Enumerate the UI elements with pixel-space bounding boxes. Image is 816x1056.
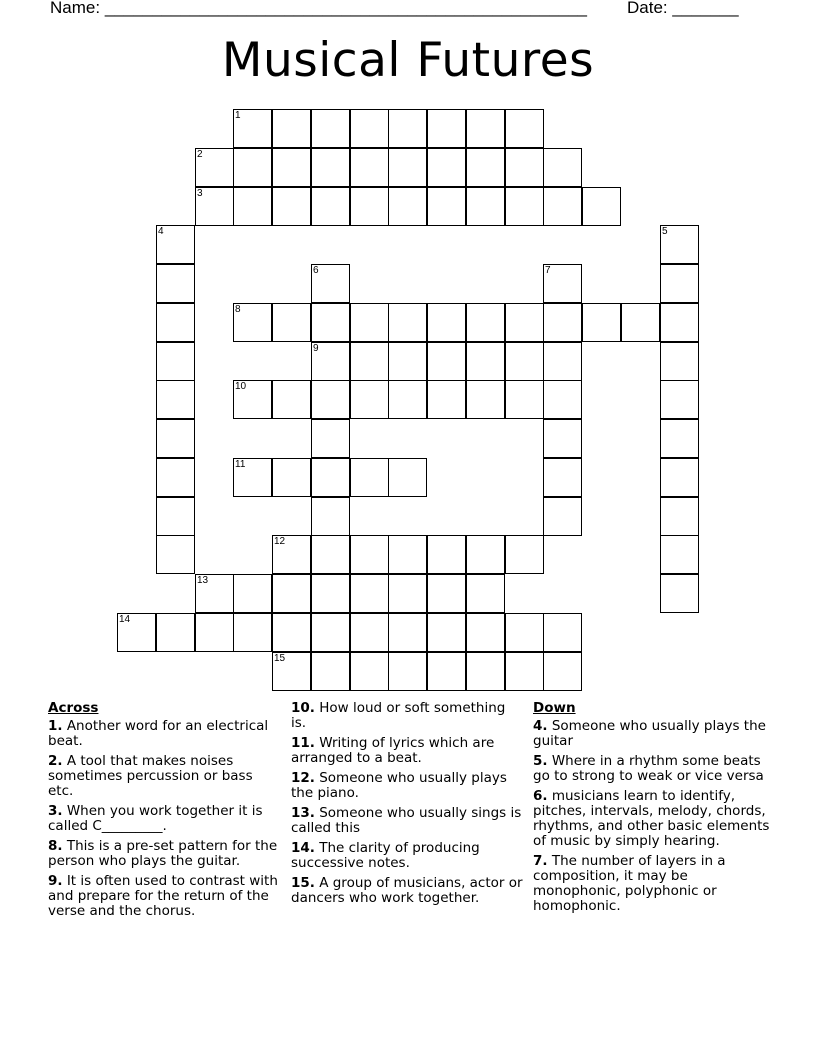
page-title: Musical Futures (221, 33, 595, 88)
grid-cell[interactable] (272, 613, 311, 652)
grid-cell[interactable] (505, 652, 544, 691)
clue-num: 13. (291, 805, 315, 821)
grid-cell[interactable] (505, 342, 544, 381)
grid-cell[interactable] (233, 613, 272, 652)
grid-cell[interactable] (543, 303, 582, 342)
clue-num: 14. (291, 840, 315, 856)
grid-cell[interactable] (156, 535, 195, 574)
clue-text: Someone who usually plays the guitar (533, 718, 766, 749)
grid-cell[interactable] (543, 497, 582, 536)
grid-cell[interactable] (311, 380, 350, 419)
grid-cell[interactable] (427, 342, 466, 381)
clue-text: Where in a rhythm some beats go to strong to weak or vice versa (533, 753, 764, 784)
grid-cell[interactable] (272, 380, 311, 419)
down-clue (533, 789, 773, 849)
grid-cell[interactable] (660, 225, 699, 264)
grid-cell[interactable] (427, 148, 466, 187)
grid-cell[interactable] (543, 342, 582, 381)
clue-num: 15. (291, 875, 315, 891)
grid-cell[interactable] (233, 187, 272, 226)
grid-cell[interactable] (388, 458, 427, 497)
grid-cell[interactable] (311, 613, 350, 652)
grid-cell[interactable] (350, 109, 389, 148)
grid-cell[interactable] (466, 342, 505, 381)
grid-cell[interactable] (543, 187, 582, 226)
clue-text: When you work together it is called C_________. (48, 803, 263, 834)
grid-cell[interactable] (427, 535, 466, 574)
grid-cell[interactable] (427, 613, 466, 652)
grid-cell[interactable] (543, 652, 582, 691)
grid-cell[interactable] (156, 419, 195, 458)
across-clue (291, 876, 523, 906)
grid-cell[interactable] (660, 342, 699, 381)
clue-number: 7 (545, 265, 551, 276)
grid-cell[interactable] (388, 380, 427, 419)
grid-cell[interactable] (505, 303, 544, 342)
grid-cell[interactable] (311, 109, 350, 148)
grid-cell[interactable] (233, 303, 272, 342)
grid-cell[interactable] (233, 109, 272, 148)
clue-number: 9 (313, 343, 319, 354)
grid-cell[interactable] (505, 380, 544, 419)
grid-cell[interactable] (660, 497, 699, 536)
grid-cell[interactable] (195, 187, 234, 226)
grid-cell[interactable] (350, 380, 389, 419)
grid-cell[interactable] (388, 148, 427, 187)
grid-cell[interactable] (388, 109, 427, 148)
clue-text: A tool that makes noises sometimes percussion or bass etc. (48, 753, 253, 799)
across-clue (291, 841, 523, 871)
down-clues (533, 701, 773, 919)
grid-cell[interactable] (195, 613, 234, 652)
clue-num: 2. (48, 753, 63, 769)
clue-text: It is often used to contrast with and prepare for the return of the verse and the chorus. (48, 873, 278, 919)
clue-num: 6. (533, 788, 548, 804)
grid-cell[interactable] (233, 148, 272, 187)
grid-cell[interactable] (272, 535, 311, 574)
across-clue (48, 839, 280, 869)
grid-cell[interactable] (272, 574, 311, 613)
grid-cell[interactable] (311, 535, 350, 574)
grid-cell[interactable] (388, 652, 427, 691)
grid-cell[interactable] (505, 535, 544, 574)
grid-cell[interactable] (660, 419, 699, 458)
grid-cell[interactable] (466, 574, 505, 613)
clue-text: The number of layers in a composition, it may be monophonic, polyphonic or homophonic. (533, 853, 726, 914)
grid-cell[interactable] (350, 652, 389, 691)
grid-cell[interactable] (156, 380, 195, 419)
grid-cell[interactable] (660, 535, 699, 574)
grid-cell[interactable] (311, 342, 350, 381)
grid-cell[interactable] (427, 303, 466, 342)
grid-cell[interactable] (543, 458, 582, 497)
clue-text: Someone who usually plays the piano. (291, 770, 507, 801)
grid-cell[interactable] (350, 303, 389, 342)
grid-cell[interactable] (466, 187, 505, 226)
grid-cell[interactable] (427, 187, 466, 226)
grid-cell[interactable] (388, 535, 427, 574)
clue-number: 3 (197, 188, 203, 199)
clue-number: 6 (313, 265, 319, 276)
grid-cell[interactable] (272, 187, 311, 226)
grid-cell[interactable] (388, 342, 427, 381)
grid-cell[interactable] (156, 342, 195, 381)
grid-cell[interactable] (156, 458, 195, 497)
clue-text: Writing of lyrics which are arranged to a beat. (291, 735, 495, 766)
grid-cell[interactable] (388, 613, 427, 652)
grid-cell[interactable] (233, 458, 272, 497)
grid-cell[interactable] (505, 109, 544, 148)
grid-cell[interactable] (311, 419, 350, 458)
grid-cell[interactable] (156, 613, 195, 652)
clue-number: 8 (235, 304, 241, 315)
clue-num: 7. (533, 853, 548, 869)
grid-cell[interactable] (505, 148, 544, 187)
grid-cell[interactable] (388, 303, 427, 342)
down-clue (533, 854, 773, 914)
across-clue (48, 754, 280, 799)
clue-num: 10. (291, 700, 315, 716)
across-clue (291, 771, 523, 801)
grid-cell[interactable] (466, 303, 505, 342)
grid-cell[interactable] (466, 613, 505, 652)
clue-text: musicians learn to identify, pitches, intervals, melody, chords, rhythms, and other basic elements of music by simply hearing. (533, 788, 770, 849)
grid-cell[interactable] (466, 380, 505, 419)
across-clue (48, 804, 280, 834)
clue-number: 13 (197, 575, 209, 586)
across-clue (48, 719, 280, 749)
grid-cell[interactable] (311, 187, 350, 226)
grid-cell[interactable] (311, 458, 350, 497)
grid-cell[interactable] (311, 574, 350, 613)
across-clue (48, 874, 280, 919)
across-clue (291, 736, 523, 766)
across-clue (291, 806, 523, 836)
grid-cell[interactable] (543, 148, 582, 187)
grid-cell[interactable] (427, 652, 466, 691)
grid-cell[interactable] (505, 187, 544, 226)
clue-text: How loud or soft something is. (291, 700, 506, 731)
clue-number: 12 (274, 536, 286, 547)
grid-cell[interactable] (543, 380, 582, 419)
clue-text: The clarity of producing successive notes. (291, 840, 480, 871)
grid-cell[interactable] (350, 148, 389, 187)
name-label: Name: (50, 0, 101, 17)
clue-text: This is a pre-set pattern for the person who plays the guitar. (48, 838, 278, 869)
grid-cell[interactable] (350, 574, 389, 613)
grid-cell[interactable] (156, 225, 195, 264)
clue-text: A group of musicians, actor or dancers who work together. (291, 875, 523, 906)
grid-cell[interactable] (272, 109, 311, 148)
grid-cell[interactable] (466, 109, 505, 148)
grid-cell[interactable] (388, 574, 427, 613)
grid-cell[interactable] (543, 264, 582, 303)
clue-text: Someone who usually sings is called this (291, 805, 522, 836)
clue-number: 4 (158, 226, 164, 237)
clue-num: 1. (48, 718, 63, 734)
grid-cell[interactable] (311, 652, 350, 691)
clue-number: 15 (274, 653, 286, 664)
clue-number: 14 (119, 614, 131, 625)
grid-cell[interactable] (195, 574, 234, 613)
grid-cell[interactable] (156, 264, 195, 303)
clue-number: 10 (235, 381, 247, 392)
clue-number: 2 (197, 149, 203, 160)
clue-num: 3. (48, 803, 63, 819)
grid-cell[interactable] (272, 652, 311, 691)
grid-cell[interactable] (466, 148, 505, 187)
date-label: Date: (627, 0, 668, 17)
grid-cell[interactable] (660, 458, 699, 497)
grid-cell[interactable] (350, 535, 389, 574)
grid-cell[interactable] (350, 342, 389, 381)
clue-num: 11. (291, 735, 315, 751)
grid-cell[interactable] (311, 303, 350, 342)
grid-cell[interactable] (427, 109, 466, 148)
grid-cell[interactable] (621, 303, 660, 342)
across-heading: Across (48, 700, 99, 716)
grid-cell[interactable] (350, 458, 389, 497)
clue-num: 5. (533, 753, 548, 769)
grid-cell[interactable] (543, 419, 582, 458)
grid-cell[interactable] (582, 303, 621, 342)
clue-text: Another word for an electrical beat. (48, 718, 269, 749)
grid-cell[interactable] (660, 574, 699, 613)
grid-cell[interactable] (156, 497, 195, 536)
grid-cell[interactable] (195, 148, 234, 187)
grid-cell[interactable] (427, 574, 466, 613)
down-heading: Down (533, 700, 576, 716)
grid-cell[interactable] (350, 187, 389, 226)
grid-cell[interactable] (311, 148, 350, 187)
grid-cell[interactable] (427, 380, 466, 419)
grid-cell[interactable] (660, 264, 699, 303)
clue-number: 1 (235, 110, 241, 121)
grid-cell[interactable] (272, 148, 311, 187)
grid-cell[interactable] (582, 187, 621, 226)
down-clue (533, 754, 773, 784)
grid-cell[interactable] (233, 574, 272, 613)
grid-cell[interactable] (505, 613, 544, 652)
grid-cell[interactable] (156, 303, 195, 342)
grid-cell[interactable] (272, 458, 311, 497)
name-line: ___________________________________________________ (104, 0, 587, 17)
clue-number: 5 (662, 226, 668, 237)
date-line: _______ (672, 0, 739, 17)
across-clue (291, 701, 523, 731)
grid-cell[interactable] (466, 652, 505, 691)
clue-num: 4. (533, 718, 548, 734)
grid-cell[interactable] (117, 613, 156, 652)
grid-cell[interactable] (466, 535, 505, 574)
clue-num: 12. (291, 770, 315, 786)
across-clues (48, 701, 280, 924)
grid-cell[interactable] (311, 497, 350, 536)
grid-cell[interactable] (311, 264, 350, 303)
grid-cell[interactable] (233, 380, 272, 419)
clue-num: 8. (48, 838, 63, 854)
clue-num: 9. (48, 873, 63, 889)
grid-cell[interactable] (272, 303, 311, 342)
grid-cell[interactable] (660, 380, 699, 419)
grid-cell[interactable] (660, 303, 699, 342)
clue-number: 11 (235, 459, 246, 470)
across-clues-continued (291, 701, 523, 911)
grid-cell[interactable] (350, 613, 389, 652)
grid-cell[interactable] (543, 613, 582, 652)
down-clue (533, 719, 773, 749)
grid-cell[interactable] (388, 187, 427, 226)
